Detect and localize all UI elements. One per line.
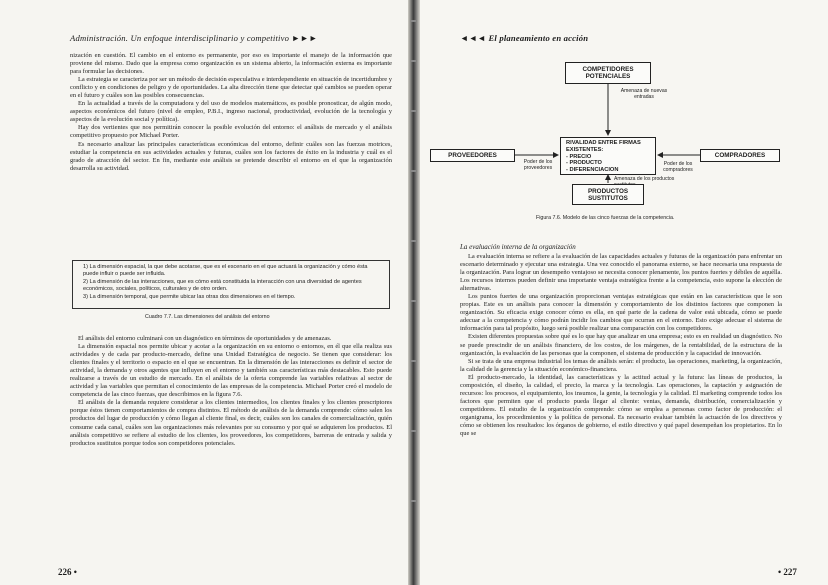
paragraph: Hay dos vertientes que nos permitirán conocer la posible evolución del entorno: el análisis de mercado y el análisis competitivo propuesto por Michael Porter. bbox=[70, 124, 392, 140]
box-item: 1) La dimensión espacial, la que debe acotarse, que es el escenario en el que actuará la organización y cómo ésta puede influir o puede ser influida. bbox=[83, 264, 368, 277]
rivalry-item: - PRECIO bbox=[566, 153, 592, 160]
body-text bbox=[460, 253, 782, 438]
paragraph: La estrategia se caracteriza por ser un método de decisión especulativa e interdependiente en situación de incertidumbre y conflicto y en condiciones de peligro y de oportunidades. La alta dirección tiene que detectar qué cambios se pueden operar en el futuro y cuáles son las posibles consecuencias. bbox=[70, 76, 392, 100]
paragraph: El análisis del entorno culminará con un diagnóstico en términos de oportunidades y de amenazas. bbox=[78, 335, 332, 342]
section-title: La evaluación interna de la organización bbox=[460, 243, 576, 251]
paragraph: En la actualidad a través de la computadora y del uso de modelos matemáticos, es posible pronosticar, de algún modo, aspectos económicos del futuro (nivel de empleo, P.B.I., ingreso nacional, productividad, evolución de la tecnología y aspectos de la evolución social y política). bbox=[70, 100, 392, 124]
box-rivalry bbox=[560, 137, 656, 175]
right-page bbox=[420, 0, 828, 585]
box-buyers: COMPRADORES bbox=[700, 149, 780, 162]
book-gutter bbox=[408, 0, 420, 585]
paragraph: El análisis de la demanda requiere considerar a los clientes intermedios, los clientes finales y los clientes prescriptores porque éstos tienen comportamientos de compra distintos. El método de análisis de la demanda comprende: cómo salen los productos del lugar de producción y cómo llegan al cliente final, es decir, cuáles son los canales de comercialización, quién consume cada canal, cuáles son las organizaciones más relevantes por su consumo y por qué se adquieren los productos. El análisis competitivo se refiere al estudio de los clientes, los proveedores, los competidores, barreras de entrada y salida y productos sustitutos porque todos son competidores potenciales. bbox=[70, 399, 392, 447]
paragraph: Los puntos fuertes de una organización proporcionan ventajas estratégicas que están en las características que le son propias. Este es un análisis para conocer la dimensión y comportamiento de los distintos factores que componen la organización. Su eficacia exige conocer cómo es ella, en qué parte de la cadena de valor está ubicada, cómo se puede adecuar a la competencia y cómo podrán incidir los cambios que ocurran en el entorno. Esto exige adecuar el sistema de información para tal propósito, luego será posible realizar una comparación con los competidores. bbox=[460, 293, 782, 333]
paragraph: La evaluación interna se refiere a la evaluación de las capacidades actuales y futuras de la organización para enfrentar un escenario determinado y ejecutar una estrategia. Una vez conocido el panorama externo, se hace necesaria una respuesta de la organización. Para lograr un desempeño ventajoso se necesita conocer plenamente, los puntos fuertes y débiles de aquélla. Los recursos internos pueden definir una importante ventaja estratégica frente a la competencia, esto supone la elección de alternativas. bbox=[460, 253, 782, 293]
box-item: 2) La dimensión de las interacciones, que es cómo está constituida la interacción con una diversidad de agentes económicos, sociales, políticos, culturales y de otro orden. bbox=[83, 279, 362, 292]
paragraph: nización en cuestión. El cambio en el entorno es permanente, por eso es importante el manejo de la información que proviene del mismo. Dado que la empresa como organización es un sistema abierto, la información externa es importante para formular las decisiones. bbox=[70, 52, 392, 76]
body-text-top bbox=[70, 52, 392, 173]
running-head: ◄◄◄ El planeamiento en acción bbox=[460, 33, 589, 43]
box-substitutes: PRODUCTOS SUSTITUTOS bbox=[572, 184, 644, 205]
body-text-bottom bbox=[70, 335, 392, 448]
box-item: 3) La dimensión temporal, que permite ubicar las otras dos dimensiones en el tiempo. bbox=[83, 294, 296, 300]
rivalry-item: - DIFERENCIACION bbox=[566, 167, 619, 174]
label-buyer-power: Poder de los compradores bbox=[663, 161, 693, 173]
paragraph: Es necesario analizar las principales características económicas del entorno, definir cuáles son las fuerzas motrices, estudiar la competencia en sus actividades actuales y futuras, cuáles son los factores de éxito en la industria y cuál es el grado de atracción del sector. En fin, mediante este análisis se pretende describir el entorno en el que la organización desarrolla su actividad. bbox=[70, 140, 392, 172]
paragraph: Si se trata de una empresa industrial los temas de análisis serán: el producto, las operaciones, marketing, la organización, la calidad de la gerencia y la situación económico-financiera. bbox=[460, 357, 782, 373]
rivalry-title: RIVALIDAD ENTRE FIRMAS EXISTENTES: bbox=[566, 140, 641, 153]
running-head: Administración. Un enfoque interdisciplinario y competitivo ►►► bbox=[70, 33, 318, 43]
label-threat-substitutes: Amenaza de los productos bbox=[614, 176, 675, 182]
label-threat-entrants: Amenaza de nuevas entradas bbox=[620, 88, 668, 100]
paragraph: La dimensión espacial nos permite ubicar y acotar a la organización en su entorno o entornos, en él que ella realiza sus actividades y de cada par producto-mercado, define una Unidad Estratégica de negocio. Se tienen que considerar: los clientes finales y el territorio o espacio en el que se encuentran. En la dimensión de las interacciones es definir el sector de actividad, la demanda y otros agentes que influyen en el entorno y también sus características más destacables. Esto puede realizarse a través de un estudio de mercado. En el análisis de la oferta comprende las variables relativas al sector de actividad y las variables que permitan el conocimiento de las empresas de la competencia. Michael Porter creó el modelo de competencia de las cinco fuerzas, que describimos en la figura 7.6. bbox=[70, 343, 392, 399]
dimensions-box bbox=[72, 260, 390, 309]
page-number: 226 • bbox=[58, 567, 77, 577]
paragraph: Existen diferentes propuestas sobre qué es lo que hay que analizar en una empresa; esto es en realidad un diagnóstico. No se puede prescindir de un análisis financiero, de los costos, de los márgenes, de la rentabilidad, de la estructura de la organización, la evaluación de las personas que la componen, el sistema de producción y la capacidad de innovación. bbox=[460, 333, 782, 357]
box-caption: Cuadro 7.7. Las dimensiones del análisis del entorno bbox=[145, 314, 270, 320]
figure-caption: Figura 7.6. Modelo de las cinco fuerzas de la competencia. bbox=[536, 215, 675, 221]
rivalry-item: - PRODUCTO bbox=[566, 160, 602, 167]
box-competitors: COMPETIDORES POTENCIALES bbox=[565, 62, 651, 84]
paragraph: El producto-mercado, la identidad, las características y la actitud actual y la futura: las líneas de productos, la composición, el diseño, la calidad, el precio, la marca y la tecnología. Las operaciones, la captación y asignación de recursos: los procesos, el equipamiento, los insumos, la gente, la tecnología y la calidad. El marketing comprende todos los factores que permiten que el producto pueda llegar al cliente: ventas, demanda, distribución, comercialización y competidores. El estudio de la organización comprende: cómo se emplea a personas como factor de producción: el organigrama, los procedimientos y la política de personal. Es necesario evaluar también la actuación de los directivos y cómo se obtienen los resultados: los órganos de gobierno, el estilo directivo y qué papel desempeñan los propietarios. En lo que se bbox=[460, 373, 782, 438]
label-supplier-power: Poder de los proveedores bbox=[523, 159, 553, 171]
box-suppliers: PROVEEDORES bbox=[430, 149, 515, 162]
page-number: • 227 bbox=[778, 567, 797, 577]
left-page bbox=[0, 0, 408, 585]
